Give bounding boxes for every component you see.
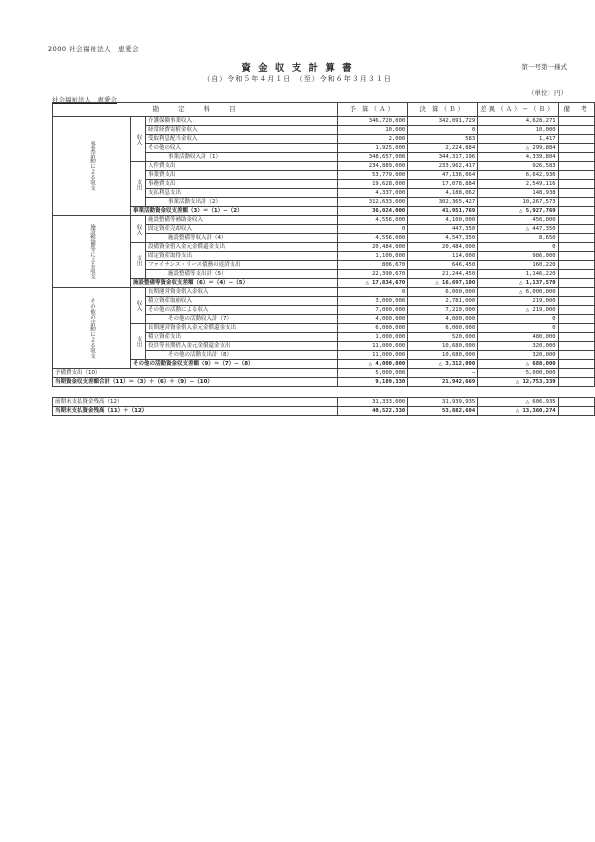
settlement-cell: 2,781,000 — [408, 297, 478, 306]
budget-cell: 11,000,000 — [338, 342, 408, 351]
remarks-cell — [558, 324, 594, 333]
budget-cell: 4,337,000 — [338, 189, 408, 198]
diff-cell: 2,549,116 — [478, 180, 558, 189]
diff-cell: △ 447,350 — [478, 225, 558, 234]
diff-cell: △ 219,000 — [478, 306, 558, 315]
settlement-cell: 31,939,935 — [408, 398, 478, 407]
settlement-cell: 646,450 — [408, 261, 478, 270]
diff-cell: 160,220 — [478, 261, 558, 270]
account-label: 当期資金収支差額合計（11）＝（3）＋（6）＋（9）−（10） — [53, 378, 338, 387]
budget-cell: 1,000,000 — [338, 333, 408, 342]
account-label: 予備費支出（10） — [53, 369, 338, 378]
budget-cell: 31,333,000 — [338, 398, 408, 407]
budget-cell: 40,522,330 — [338, 407, 408, 416]
flow-direction-label: 支出 — [131, 162, 146, 207]
table-row — [53, 207, 595, 216]
diff-cell: 5,000,000 — [478, 369, 558, 378]
table-row — [53, 398, 595, 407]
account-label: その他の活動収入計（7） — [146, 315, 338, 324]
account-label: 施設整備等資金収支差額（6）＝（4）−（5） — [131, 279, 338, 288]
col-diff: 差異（Ａ）−（Ｂ） — [478, 103, 558, 117]
table-row — [53, 369, 595, 378]
diff-cell: 10,267,573 — [478, 198, 558, 207]
diff-cell: 1,146,220 — [478, 270, 558, 279]
account-label: 施設整備等補助金収入 — [146, 216, 338, 225]
diff-cell: △ 6,000,000 — [478, 288, 558, 297]
remarks-cell — [558, 225, 594, 234]
table-row — [53, 288, 595, 297]
settlement-cell: 4,547,350 — [408, 234, 478, 243]
settlement-cell: 583 — [408, 135, 478, 144]
remarks-cell — [558, 234, 594, 243]
settlement-cell: 4,100,000 — [408, 216, 478, 225]
budget-cell: 348,657,000 — [338, 153, 408, 162]
budget-cell: 234,889,000 — [338, 162, 408, 171]
budget-cell: 19,628,000 — [338, 180, 408, 189]
settlement-cell: − — [408, 369, 478, 378]
diff-cell: 10,000 — [478, 126, 558, 135]
settlement-cell: 6,000,000 — [408, 288, 478, 297]
account-label: 事業活動収入計（1） — [146, 153, 338, 162]
remarks-cell — [558, 243, 594, 252]
budget-cell: 11,000,000 — [338, 351, 408, 360]
col-budget: 予 算（Ａ） — [338, 103, 408, 117]
diff-cell: △ 5,927,769 — [478, 207, 558, 216]
settlement-cell: 6,000,000 — [408, 324, 478, 333]
account-label: 受取利息配当金収入 — [146, 135, 338, 144]
settlement-cell: 302,365,427 — [408, 198, 478, 207]
remarks-cell — [558, 315, 594, 324]
account-label: その他の収入 — [146, 144, 338, 153]
settlement-cell: 53,882,604 — [408, 407, 478, 416]
remarks-cell — [558, 162, 594, 171]
settlement-cell: 20,484,000 — [408, 243, 478, 252]
diff-cell: 320,000 — [478, 342, 558, 351]
account-label: 施設整備等支出計（5） — [146, 270, 338, 279]
account-label: 支払利息支出 — [146, 189, 338, 198]
diff-cell: 926,583 — [478, 162, 558, 171]
budget-cell: △ 17,834,670 — [338, 279, 408, 288]
diff-cell: 456,000 — [478, 216, 558, 225]
remarks-cell — [558, 216, 594, 225]
col-subject: 勘 定 科 目 — [53, 103, 338, 117]
account-label: ファイナンス・リース債務の返済支出 — [146, 261, 338, 270]
settlement-cell: 233,962,417 — [408, 162, 478, 171]
diff-cell: △ 13,360,274 — [478, 407, 558, 416]
budget-cell: 346,720,000 — [338, 117, 408, 126]
form-number: 第一号第一様式 — [521, 63, 567, 71]
budget-cell: 3,000,000 — [338, 297, 408, 306]
settlement-cell: 0 — [408, 126, 478, 135]
budget-cell: 4,000,000 — [338, 315, 408, 324]
account-label: 役員等長期借入金元金償還金支出 — [146, 342, 338, 351]
account-label: 経常経費寄附金収入 — [146, 126, 338, 135]
budget-cell: 4,556,000 — [338, 234, 408, 243]
spacer-cell — [53, 387, 595, 398]
remarks-cell — [558, 351, 594, 360]
flow-direction-label: 収入 — [131, 117, 146, 162]
budget-cell: 9,189,330 — [338, 378, 408, 387]
remarks-cell — [558, 342, 594, 351]
col-remarks: 備 考 — [558, 103, 594, 117]
remarks-cell — [558, 306, 594, 315]
account-label: 長期運営資金借入金元金償還金支出 — [146, 324, 338, 333]
settlement-cell: 41,951,769 — [408, 207, 478, 216]
remarks-cell — [558, 189, 594, 198]
budget-cell: 1,925,000 — [338, 144, 408, 153]
remarks-cell — [558, 135, 594, 144]
settlement-cell: 47,136,064 — [408, 171, 478, 180]
diff-cell: 0 — [478, 324, 558, 333]
fiscal-period: （自）令和５年４月１日 （至）令和６年３月３１日 — [203, 75, 392, 83]
remarks-cell — [558, 198, 594, 207]
account-label: その他の活動支出計（8） — [146, 351, 338, 360]
remarks-cell — [558, 360, 594, 369]
budget-cell: 20,484,000 — [338, 243, 408, 252]
diff-cell: 0 — [478, 315, 558, 324]
diff-cell: △ 688,000 — [478, 360, 558, 369]
settlement-cell: 4,000,000 — [408, 315, 478, 324]
diff-cell: △ 299,884 — [478, 144, 558, 153]
budget-cell: 7,000,000 — [338, 306, 408, 315]
table-row — [53, 216, 595, 225]
account-label: 事業活動支出計（2） — [146, 198, 338, 207]
settlement-cell: 10,680,000 — [408, 351, 478, 360]
diff-cell: 320,000 — [478, 351, 558, 360]
diff-cell: △ 12,753,339 — [478, 378, 558, 387]
remarks-cell — [558, 126, 594, 135]
diff-cell: 986,000 — [478, 252, 558, 261]
diff-cell: 219,000 — [478, 297, 558, 306]
section-label: 事業活動による収支 — [53, 117, 131, 216]
table-header-row — [53, 103, 595, 117]
account-label: 事務費支出 — [146, 180, 338, 189]
budget-cell: 5,000,000 — [338, 369, 408, 378]
settlement-cell: 447,350 — [408, 225, 478, 234]
budget-cell: 312,633,000 — [338, 198, 408, 207]
table-row — [53, 243, 595, 252]
remarks-cell — [558, 369, 594, 378]
currency-unit: （単位：円） — [528, 89, 567, 97]
account-label: 事業活動資金収支差額（3）＝（1）−（2） — [131, 207, 338, 216]
diff-cell: 6,642,936 — [478, 171, 558, 180]
table-row — [53, 407, 595, 416]
account-label: 積立資産支出 — [146, 333, 338, 342]
table-row — [53, 378, 595, 387]
budget-cell: 2,000 — [338, 135, 408, 144]
flow-direction-label: 支出 — [131, 324, 146, 360]
remarks-cell — [558, 297, 594, 306]
settlement-cell: 21,244,450 — [408, 270, 478, 279]
settlement-cell: 21,942,669 — [408, 378, 478, 387]
account-label: 施設整備等収入計（4） — [146, 234, 338, 243]
remarks-cell — [558, 378, 594, 387]
remarks-cell — [558, 261, 594, 270]
settlement-cell: 17,078,884 — [408, 180, 478, 189]
remarks-cell — [558, 207, 594, 216]
page-title: 資 金 収 支 計 算 書 — [241, 63, 354, 74]
diff-cell: 0 — [478, 243, 558, 252]
account-label: その他の活動資金収支差額（9）＝（7）−（8） — [131, 360, 338, 369]
account-label: 事業費支出 — [146, 171, 338, 180]
remarks-cell — [558, 180, 594, 189]
account-label: 当期末支払資金残高（11）＋（12） — [53, 407, 338, 416]
remarks-cell — [558, 171, 594, 180]
settlement-cell: △ 16,697,100 — [408, 279, 478, 288]
col-settlement: 決 算（Ｂ） — [408, 103, 478, 117]
diff-cell: 148,938 — [478, 189, 558, 198]
settlement-cell: △ 3,312,000 — [408, 360, 478, 369]
spacer-row — [53, 387, 595, 398]
flow-direction-label: 収入 — [131, 288, 146, 324]
budget-cell: 36,024,000 — [338, 207, 408, 216]
diff-cell: 4,339,804 — [478, 153, 558, 162]
remarks-cell — [558, 407, 594, 416]
settlement-cell: 114,000 — [408, 252, 478, 261]
budget-cell: △ 4,000,000 — [338, 360, 408, 369]
settlement-cell: 4,188,062 — [408, 189, 478, 198]
section-label: その他の活動による収支 — [53, 288, 131, 369]
diff-cell: △ 1,137,570 — [478, 279, 558, 288]
remarks-cell — [558, 398, 594, 407]
budget-cell: 6,000,000 — [338, 324, 408, 333]
account-label: 固定資産取得支出 — [146, 252, 338, 261]
account-label: 積立資産取崩収入 — [146, 297, 338, 306]
budget-cell: 0 — [338, 288, 408, 297]
diff-cell: 1,417 — [478, 135, 558, 144]
settlement-cell: 10,680,000 — [408, 342, 478, 351]
remarks-cell — [558, 270, 594, 279]
table-row — [53, 117, 595, 126]
budget-cell: 806,670 — [338, 261, 408, 270]
account-label: 長期運営資金借入金収入 — [146, 288, 338, 297]
diff-cell: 8,650 — [478, 234, 558, 243]
table-row — [53, 360, 595, 369]
diff-cell: △ 606,935 — [478, 398, 558, 407]
table-row — [53, 162, 595, 171]
remarks-cell — [558, 252, 594, 261]
document-code: 2000 社会福祉法人 恵愛会 — [48, 45, 140, 53]
table-row — [53, 279, 595, 288]
account-label: 介護保険事業収入 — [146, 117, 338, 126]
budget-cell: 10,000 — [338, 126, 408, 135]
settlement-cell: 520,000 — [408, 333, 478, 342]
remarks-cell — [558, 279, 594, 288]
account-label: 固定資産売却収入 — [146, 225, 338, 234]
settlement-cell: 7,219,000 — [408, 306, 478, 315]
budget-cell: 53,779,000 — [338, 171, 408, 180]
budget-cell: 1,100,000 — [338, 252, 408, 261]
table-row — [53, 324, 595, 333]
remarks-cell — [558, 288, 594, 297]
flow-direction-label: 支出 — [131, 243, 146, 279]
remarks-cell — [558, 117, 594, 126]
account-label: 人件費支出 — [146, 162, 338, 171]
corporation-name: 社会福祉法人 恵愛会 — [52, 96, 117, 104]
remarks-cell — [558, 144, 594, 153]
remarks-cell — [558, 333, 594, 342]
settlement-cell: 2,224,884 — [408, 144, 478, 153]
diff-cell: 480,000 — [478, 333, 558, 342]
flow-direction-label: 収入 — [131, 216, 146, 243]
settlement-cell: 344,317,196 — [408, 153, 478, 162]
cash-flow-table — [52, 102, 595, 416]
budget-cell: 22,390,670 — [338, 270, 408, 279]
account-label: 設備資金借入金元金償還金支出 — [146, 243, 338, 252]
section-label: 施設整備等による収支 — [53, 216, 131, 288]
diff-cell: 4,628,271 — [478, 117, 558, 126]
budget-cell: 4,556,000 — [338, 216, 408, 225]
budget-cell: 0 — [338, 225, 408, 234]
account-label: その他の活動による収入 — [146, 306, 338, 315]
account-label: 前期末支払資金残高（12） — [53, 398, 338, 407]
remarks-cell — [558, 153, 594, 162]
settlement-cell: 342,091,729 — [408, 117, 478, 126]
